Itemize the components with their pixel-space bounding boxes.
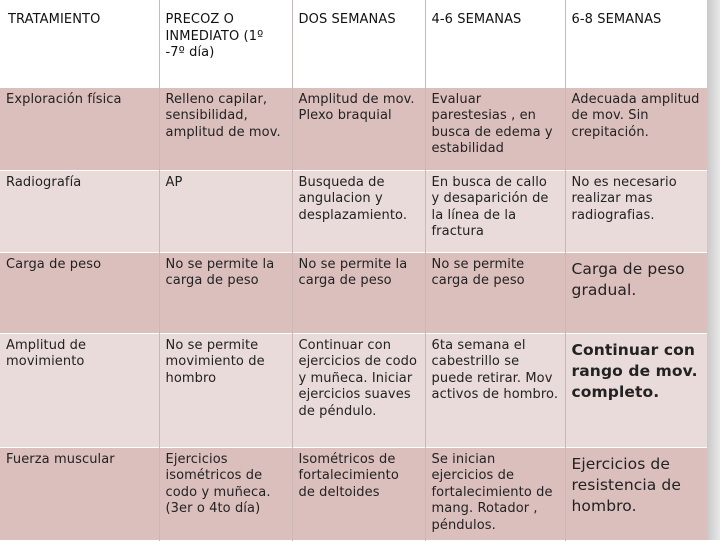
row-label: Amplitud de movimiento (0, 333, 159, 447)
table-row (0, 252, 707, 333)
row-label: Radiografía (0, 170, 159, 252)
cell-dos-semanas: Busqueda de angulacion y desplazamiento. (292, 170, 425, 252)
table-row (0, 447, 707, 540)
row-label: Fuerza muscular (0, 447, 159, 540)
cell-precoz: No se permite la carga de peso (159, 252, 292, 333)
cell-6-8-semanas: No es necesario realizar mas radiografias. (565, 170, 707, 252)
cell-4-6-semanas: No se permite carga de peso (425, 252, 565, 333)
cell-4-6-semanas: Se inician ejercicios de fortalecimiento de mang. Rotador , péndulos. (425, 447, 565, 540)
header-precoz: PRECOZ O INMEDIATO (1º -7º día) (159, 0, 292, 87)
header-row (0, 0, 707, 87)
cell-6-8-semanas: Ejercicios de resistencia de hombro. (565, 447, 707, 540)
row-label: Exploración física (0, 87, 159, 170)
cell-6-8-semanas: Adecuada amplitud de mov. Sin crepitación. (565, 87, 707, 170)
table-row (0, 87, 707, 170)
cell-dos-semanas: Isométricos de fortalecimiento de deltoides (292, 447, 425, 540)
table-row (0, 333, 707, 447)
cell-dos-semanas: Continuar con ejercicios de codo y muñeca. Iniciar ejercicios suaves de péndulo. (292, 333, 425, 447)
cell-6-8-semanas: Continuar con rango de mov. completo. (565, 333, 707, 447)
cell-6-8-semanas: Carga de peso gradual. (565, 252, 707, 333)
row-label: Carga de peso (0, 252, 159, 333)
header-tratamiento: TRATAMIENTO (0, 0, 159, 87)
header-dos-semanas: DOS SEMANAS (292, 0, 425, 87)
slide-edge (707, 0, 720, 540)
header-4-6-semanas: 4-6 SEMANAS (425, 0, 565, 87)
cell-dos-semanas: Amplitud de mov. Plexo braquial (292, 87, 425, 170)
cell-precoz: No se permite movimiento de hombro (159, 333, 292, 447)
header-6-8-semanas: 6-8 SEMANAS (565, 0, 707, 87)
cell-4-6-semanas: En busca de callo y desaparición de la línea de la fractura (425, 170, 565, 252)
cell-precoz: Ejercicios isométricos de codo y muñeca. (3er o 4to día) (159, 447, 292, 540)
cell-4-6-semanas: Evaluar parestesias , en busca de edema y estabilidad (425, 87, 565, 170)
table-row (0, 170, 707, 252)
cell-4-6-semanas: 6ta semana el cabestrillo se puede retirar. Mov activos de hombro. (425, 333, 565, 447)
cell-dos-semanas: No se permite la carga de peso (292, 252, 425, 333)
cell-precoz: Relleno capilar, sensibilidad, amplitud de mov. (159, 87, 292, 170)
cell-precoz: AP (159, 170, 292, 252)
